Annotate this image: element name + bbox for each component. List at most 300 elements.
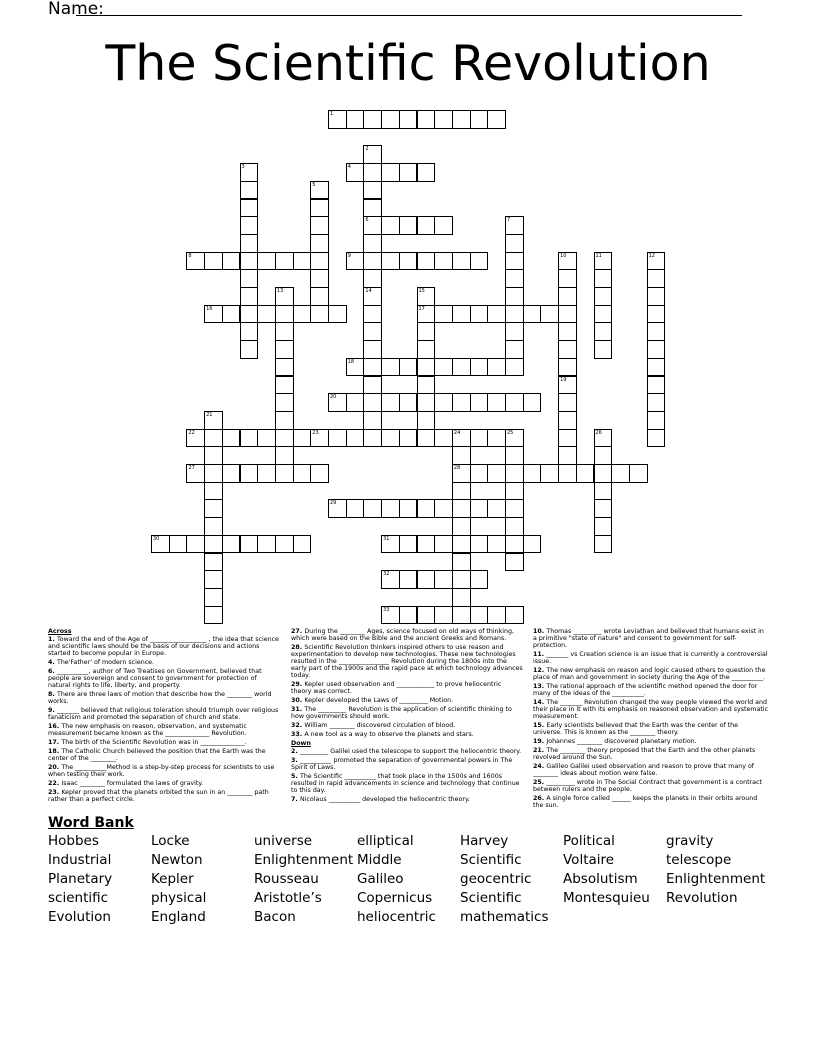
clue-number-10: 10 [560, 252, 567, 259]
grid-cell[interactable] [452, 606, 471, 625]
grid-cell[interactable] [363, 393, 382, 412]
grid-cell[interactable] [346, 429, 365, 448]
grid-cell[interactable] [204, 499, 223, 518]
grid-cell[interactable] [186, 535, 205, 554]
grid-cell[interactable] [452, 553, 471, 572]
grid-cell[interactable] [505, 234, 524, 253]
grid-cell[interactable] [434, 570, 453, 589]
clue-text: The Catholic Church believed the position that the Earth was the center of the ________. [48, 748, 266, 762]
grid-cell[interactable] [204, 252, 223, 271]
grid-cell[interactable] [204, 588, 223, 607]
grid-cell[interactable] [523, 305, 542, 324]
clue-number: 26. [533, 795, 547, 802]
grid-cell[interactable] [452, 588, 471, 607]
grid-cell[interactable] [523, 535, 542, 554]
grid-cell[interactable] [399, 216, 418, 235]
grid-cell[interactable] [275, 535, 294, 554]
grid-cell[interactable] [505, 252, 524, 271]
grid-cell[interactable] [399, 163, 418, 182]
grid-cell[interactable] [505, 464, 524, 483]
clue-number: 10. [533, 628, 547, 635]
grid-cell[interactable] [470, 606, 489, 625]
grid-cell[interactable] [240, 181, 259, 200]
grid-cell[interactable] [204, 464, 223, 483]
grid-cell[interactable] [240, 234, 259, 253]
clue-text: _________ Galilei used the telescope to support the heliocentric theory. [299, 748, 522, 755]
grid-cell[interactable] [417, 340, 436, 359]
clue-item [48, 739, 280, 746]
name-label: Name: [48, 0, 104, 19]
grid-cell[interactable] [328, 429, 347, 448]
clue-number-25: 25 [507, 429, 514, 436]
grid-cell[interactable] [363, 269, 382, 288]
grid-cell[interactable] [240, 269, 259, 288]
clue-text: There are three laws of motion that describe how the ________ world works. [48, 691, 272, 705]
grid-cell[interactable] [363, 181, 382, 200]
grid-cell[interactable] [363, 358, 382, 377]
grid-cell[interactable] [540, 305, 559, 324]
grid-cell[interactable] [417, 216, 436, 235]
grid-cell[interactable] [257, 535, 276, 554]
grid-cell[interactable] [558, 446, 577, 465]
grid-cell[interactable] [275, 305, 294, 324]
clue-number: 8. [48, 691, 57, 698]
grid-cell[interactable] [240, 535, 259, 554]
clue-number: 27. [291, 628, 305, 635]
grid-cell[interactable] [487, 535, 506, 554]
grid-cell[interactable] [417, 535, 436, 554]
grid-cell[interactable] [417, 393, 436, 412]
grid-cell[interactable] [594, 535, 613, 554]
grid-cell[interactable] [523, 393, 542, 412]
grid-cell[interactable] [647, 287, 666, 306]
grid-cell[interactable] [275, 411, 294, 430]
word-bank-word: Montesquieu [563, 890, 650, 906]
clue-item [533, 651, 769, 665]
word-bank-word: Scientific [460, 852, 522, 868]
clue-number: 9. [48, 707, 57, 714]
grid-cell[interactable] [222, 429, 241, 448]
clue-text: _______ believed that religious toleration should triumph over religious fanaticism and promoted the separation of church and state. [48, 707, 279, 721]
clue-item [291, 757, 523, 771]
clue-number: 29. [291, 681, 305, 688]
grid-cell[interactable] [434, 535, 453, 554]
clue-item [48, 636, 280, 657]
grid-cell[interactable] [487, 110, 506, 129]
grid-cell[interactable] [363, 429, 382, 448]
down-heading: Down [291, 740, 311, 747]
grid-cell[interactable] [505, 305, 524, 324]
clue-number: 15. [533, 722, 547, 729]
grid-cell[interactable] [417, 570, 436, 589]
grid-cell[interactable] [417, 163, 436, 182]
clue-number-30: 30 [153, 535, 160, 542]
clues-column-3 [533, 628, 769, 811]
clue-item [291, 706, 523, 720]
clue-item [48, 780, 280, 787]
grid-cell[interactable] [647, 305, 666, 324]
grid-cell[interactable] [399, 393, 418, 412]
grid-cell[interactable] [594, 517, 613, 536]
grid-cell[interactable] [647, 358, 666, 377]
grid-cell[interactable] [434, 110, 453, 129]
grid-cell[interactable] [346, 393, 365, 412]
clue-number-4: 4 [347, 164, 351, 171]
grid-cell[interactable] [240, 305, 259, 324]
grid-cell[interactable] [363, 322, 382, 341]
grid-cell[interactable] [275, 393, 294, 412]
clue-text: The __________Method is a step-by-step process for scientists to use when testing their work. [48, 764, 275, 778]
grid-cell[interactable] [310, 216, 329, 235]
grid-cell[interactable] [257, 252, 276, 271]
grid-cell[interactable] [381, 216, 400, 235]
grid-cell[interactable] [328, 305, 347, 324]
grid-cell[interactable] [417, 110, 436, 129]
grid-cell[interactable] [257, 305, 276, 324]
grid-cell[interactable] [470, 464, 489, 483]
clue-item [291, 796, 523, 803]
grid-cell[interactable] [399, 110, 418, 129]
grid-cell[interactable] [505, 446, 524, 465]
clue-item [291, 722, 523, 729]
grid-cell[interactable] [594, 340, 613, 359]
grid-cell[interactable] [275, 358, 294, 377]
grid-cell[interactable] [452, 517, 471, 536]
grid-cell[interactable] [558, 411, 577, 430]
grid-cell[interactable] [647, 269, 666, 288]
grid-cell[interactable] [310, 305, 329, 324]
grid-cell[interactable] [487, 499, 506, 518]
grid-cell[interactable] [452, 110, 471, 129]
grid-cell[interactable] [204, 446, 223, 465]
clue-number: 23. [48, 789, 62, 796]
grid-cell[interactable] [310, 199, 329, 218]
grid-cell[interactable] [505, 340, 524, 359]
grid-cell[interactable] [470, 252, 489, 271]
grid-cell[interactable] [434, 252, 453, 271]
grid-cell[interactable] [558, 269, 577, 288]
clue-item [48, 668, 280, 689]
grid-cell[interactable] [399, 570, 418, 589]
grid-cell[interactable] [169, 535, 188, 554]
grid-cell[interactable] [647, 340, 666, 359]
grid-cell[interactable] [293, 464, 312, 483]
word-bank-word: Aristotle’s [254, 890, 322, 906]
grid-cell[interactable] [240, 199, 259, 218]
grid-cell[interactable] [505, 393, 524, 412]
grid-cell[interactable] [204, 553, 223, 572]
grid-cell[interactable] [470, 429, 489, 448]
grid-cell[interactable] [487, 606, 506, 625]
grid-cell[interactable] [240, 287, 259, 306]
word-bank-word: Rousseau [254, 871, 319, 887]
grid-cell[interactable] [275, 376, 294, 395]
grid-cell[interactable] [505, 322, 524, 341]
grid-cell[interactable] [240, 429, 259, 448]
grid-cell[interactable] [310, 287, 329, 306]
grid-cell[interactable] [417, 606, 436, 625]
grid-cell[interactable] [222, 305, 241, 324]
grid-cell[interactable] [434, 429, 453, 448]
grid-cell[interactable] [275, 252, 294, 271]
clue-number-22: 22 [188, 429, 195, 436]
grid-cell[interactable] [204, 570, 223, 589]
grid-cell[interactable] [558, 287, 577, 306]
grid-cell[interactable] [470, 535, 489, 554]
word-bank-word: Planetary [48, 871, 113, 887]
clue-item [533, 683, 769, 697]
grid-cell[interactable] [240, 252, 259, 271]
grid-cell[interactable] [222, 252, 241, 271]
grid-cell[interactable] [310, 464, 329, 483]
clue-number: 32. [291, 722, 305, 729]
grid-cell[interactable] [399, 499, 418, 518]
grid-cell[interactable] [470, 393, 489, 412]
clue-number: 22. [48, 780, 62, 787]
page-title: The Scientific Revolution [105, 35, 711, 92]
grid-cell[interactable] [257, 429, 276, 448]
grid-cell[interactable] [470, 499, 489, 518]
grid-cell[interactable] [647, 322, 666, 341]
grid-cell[interactable] [594, 446, 613, 465]
grid-cell[interactable] [594, 499, 613, 518]
grid-cell[interactable] [594, 287, 613, 306]
word-bank-word: gravity [666, 833, 714, 849]
grid-cell[interactable] [363, 340, 382, 359]
grid-cell[interactable] [576, 464, 595, 483]
grid-cell[interactable] [487, 464, 506, 483]
clue-number-19: 19 [560, 376, 567, 383]
word-bank-title: Word Bank [48, 815, 134, 831]
clue-number-17: 17 [418, 305, 425, 312]
grid-cell[interactable] [611, 464, 630, 483]
grid-cell[interactable] [558, 305, 577, 324]
grid-cell[interactable] [222, 535, 241, 554]
grid-cell[interactable] [434, 305, 453, 324]
grid-cell[interactable] [434, 499, 453, 518]
grid-cell[interactable] [257, 464, 276, 483]
grid-cell[interactable] [399, 535, 418, 554]
grid-cell[interactable] [204, 517, 223, 536]
word-bank-word: mathematics [460, 909, 549, 925]
grid-cell[interactable] [505, 482, 524, 501]
grid-cell[interactable] [487, 358, 506, 377]
grid-cell[interactable] [434, 358, 453, 377]
grid-cell[interactable] [487, 305, 506, 324]
grid-cell[interactable] [505, 287, 524, 306]
grid-cell[interactable] [275, 340, 294, 359]
clue-number: 2. [291, 748, 300, 755]
clue-item [48, 789, 280, 803]
word-bank-word: elliptical [357, 833, 414, 849]
grid-cell[interactable] [240, 464, 259, 483]
grid-cell[interactable] [470, 358, 489, 377]
grid-cell[interactable] [293, 535, 312, 554]
grid-cell[interactable] [381, 358, 400, 377]
grid-cell[interactable] [647, 411, 666, 430]
grid-cell[interactable] [363, 234, 382, 253]
grid-cell[interactable] [381, 393, 400, 412]
grid-cell[interactable] [417, 429, 436, 448]
grid-cell[interactable] [558, 429, 577, 448]
grid-cell[interactable] [275, 429, 294, 448]
grid-cell[interactable] [381, 110, 400, 129]
grid-cell[interactable] [275, 322, 294, 341]
grid-cell[interactable] [594, 482, 613, 501]
grid-cell[interactable] [293, 252, 312, 271]
grid-cell[interactable] [452, 535, 471, 554]
clue-number: 31. [291, 706, 305, 713]
grid-cell[interactable] [540, 464, 559, 483]
grid-cell[interactable] [558, 322, 577, 341]
clue-number-20: 20 [330, 394, 337, 401]
clue-number-7: 7 [507, 217, 511, 224]
clue-item [533, 722, 769, 736]
grid-cell[interactable] [558, 358, 577, 377]
grid-cell[interactable] [363, 252, 382, 271]
grid-cell[interactable] [363, 305, 382, 324]
grid-cell[interactable] [505, 499, 524, 518]
clue-text: The _______ Revolution changed the way people viewed the world and their place in it with its emphasis on reasoned observation and systematic measurement. [533, 699, 769, 720]
grid-cell[interactable] [594, 322, 613, 341]
clue-number-31: 31 [383, 535, 390, 542]
grid-cell[interactable] [381, 429, 400, 448]
clue-number: 13. [533, 683, 547, 690]
grid-cell[interactable] [647, 429, 666, 448]
grid-cell[interactable] [399, 429, 418, 448]
grid-cell[interactable] [346, 499, 365, 518]
grid-cell[interactable] [594, 305, 613, 324]
grid-cell[interactable] [434, 606, 453, 625]
grid-cell[interactable] [470, 305, 489, 324]
grid-cell[interactable] [434, 393, 453, 412]
grid-cell[interactable] [240, 216, 259, 235]
grid-cell[interactable] [505, 606, 524, 625]
clue-number-29: 29 [330, 500, 337, 507]
grid-cell[interactable] [204, 429, 223, 448]
grid-cell[interactable] [417, 252, 436, 271]
grid-cell[interactable] [381, 252, 400, 271]
grid-cell[interactable] [204, 482, 223, 501]
grid-cell[interactable] [363, 499, 382, 518]
word-bank-word: Enlightenment [666, 871, 766, 887]
grid-cell[interactable] [399, 606, 418, 625]
grid-cell[interactable] [505, 517, 524, 536]
clue-number-26: 26 [595, 429, 602, 436]
clue-item [533, 763, 769, 777]
grid-cell[interactable] [381, 499, 400, 518]
grid-cell[interactable] [523, 464, 542, 483]
grid-cell[interactable] [452, 358, 471, 377]
grid-cell[interactable] [240, 340, 259, 359]
grid-cell[interactable] [452, 305, 471, 324]
grid-cell[interactable] [558, 464, 577, 483]
grid-cell[interactable] [222, 464, 241, 483]
grid-cell[interactable] [363, 110, 382, 129]
grid-cell[interactable] [310, 252, 329, 271]
word-bank-word: Newton [151, 852, 203, 868]
grid-cell[interactable] [204, 535, 223, 554]
grid-cell[interactable] [363, 376, 382, 395]
grid-cell[interactable] [647, 376, 666, 395]
grid-cell[interactable] [310, 269, 329, 288]
grid-cell[interactable] [275, 446, 294, 465]
grid-cell[interactable] [505, 358, 524, 377]
grid-cell[interactable] [505, 269, 524, 288]
grid-cell[interactable] [452, 393, 471, 412]
clue-number-21: 21 [206, 411, 213, 418]
grid-cell[interactable] [346, 110, 365, 129]
clue-text: Thomas _________ wrote Leviathan and believed that humans exist in a primitive "state of nature" and consent to government for self-protection. [533, 628, 764, 649]
grid-cell[interactable] [452, 482, 471, 501]
grid-cell[interactable] [452, 499, 471, 518]
grid-cell[interactable] [487, 393, 506, 412]
grid-cell[interactable] [363, 411, 382, 430]
clue-text: __________, author of Two Treatises on Government, believed that people are sovereign and consent to government for protection of natural rights to life, liberty, and property. [48, 668, 262, 689]
clue-item [291, 697, 523, 704]
clue-item [48, 764, 280, 778]
grid-cell[interactable] [629, 464, 648, 483]
grid-cell[interactable] [363, 163, 382, 182]
clue-number: 28. [291, 644, 305, 651]
grid-cell[interactable] [558, 340, 577, 359]
grid-cell[interactable] [558, 393, 577, 412]
grid-cell[interactable] [452, 446, 471, 465]
grid-cell[interactable] [417, 322, 436, 341]
clue-text: Galileo Galilei used observation and reason to prove that many of ________ ideas about motion were false. [533, 763, 755, 777]
grid-cell[interactable] [417, 358, 436, 377]
word-bank-word: physical [151, 890, 207, 906]
grid-cell[interactable] [417, 376, 436, 395]
grid-cell[interactable] [240, 322, 259, 341]
grid-cell[interactable] [417, 499, 436, 518]
word-bank-word: Scientific [460, 890, 522, 906]
clue-text: Toward the end of the Age of __________________ , the idea that science and scientific laws should be the basis of our decisions and actions started to become popular in Europe. [48, 636, 279, 657]
grid-cell[interactable] [275, 464, 294, 483]
grid-cell[interactable] [204, 606, 223, 625]
grid-cell[interactable] [417, 411, 436, 430]
grid-cell[interactable] [505, 553, 524, 572]
grid-cell[interactable] [399, 252, 418, 271]
grid-cell[interactable] [594, 269, 613, 288]
clue-text: Kepler developed the Laws of _________ Motion. [304, 697, 454, 704]
clue-text: Kepler proved that the planets orbited the sun in an ________ path rather than a perfect circle. [48, 789, 269, 803]
grid-cell[interactable] [470, 570, 489, 589]
clue-number: 3. [291, 757, 300, 764]
clue-number: 19. [533, 738, 547, 745]
grid-cell[interactable] [363, 199, 382, 218]
clue-number-32: 32 [383, 571, 390, 578]
grid-cell[interactable] [381, 163, 400, 182]
word-bank-word: Enlightenment [254, 852, 354, 868]
grid-cell[interactable] [505, 535, 524, 554]
grid-cell[interactable] [399, 358, 418, 377]
grid-cell[interactable] [470, 110, 489, 129]
clue-text: William ________ discovered circulation of blood. [304, 722, 456, 729]
grid-cell[interactable] [293, 305, 312, 324]
grid-cell[interactable] [594, 464, 613, 483]
grid-cell[interactable] [434, 216, 453, 235]
grid-cell[interactable] [310, 234, 329, 253]
grid-cell[interactable] [452, 570, 471, 589]
word-bank-word: Hobbes [48, 833, 99, 849]
grid-cell[interactable] [452, 252, 471, 271]
grid-cell[interactable] [647, 393, 666, 412]
grid-cell[interactable] [487, 429, 506, 448]
clue-text: The rational approach of the scientific method opened the door for many of the ideas of the __________. [533, 683, 758, 697]
grid-cell[interactable] [293, 429, 312, 448]
clue-item [291, 773, 523, 794]
